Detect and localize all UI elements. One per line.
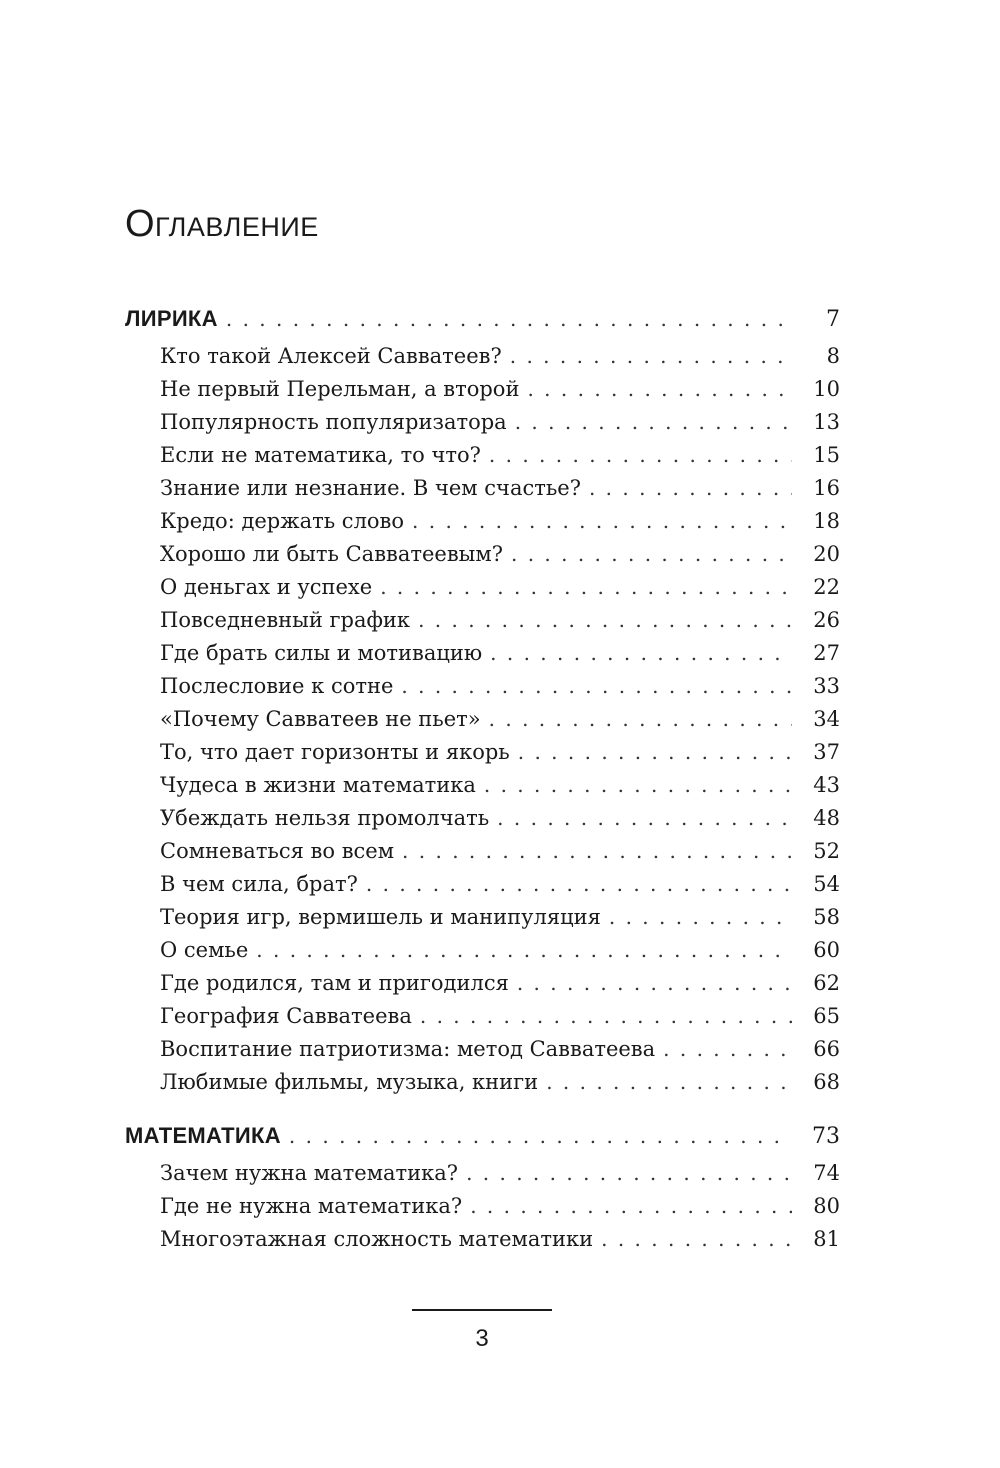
- section-page-number: 7: [826, 307, 840, 332]
- entry-title: «Почему Савватеев не пьет»: [160, 707, 481, 731]
- entry-title: В чем сила, брат?: [160, 872, 358, 896]
- toc-entry[interactable]: [125, 967, 840, 1000]
- entry-page-number: 65: [813, 1004, 840, 1028]
- entry-page-number: 26: [813, 608, 840, 632]
- entry-page-number: 81: [813, 1227, 840, 1251]
- entry-title: Если не математика, то что?: [160, 443, 481, 467]
- entry-page-number: 58: [813, 905, 840, 929]
- entry-page-number: 37: [813, 740, 840, 764]
- entry-page-number: 62: [813, 971, 840, 995]
- toc-entry[interactable]: [125, 637, 840, 670]
- toc-entry[interactable]: [125, 604, 840, 637]
- entry-page-number: 22: [813, 575, 840, 599]
- entry-title: Теория игр, вермишель и манипуляция: [160, 905, 601, 929]
- entry-page-number: 16: [813, 476, 840, 500]
- toc-section-heading[interactable]: [125, 300, 840, 338]
- section-title: МАТЕМАТИКА: [125, 1123, 281, 1148]
- dot-leader: [380, 571, 792, 604]
- entry-page-number: 66: [813, 1037, 840, 1061]
- dot-leader: [466, 1157, 792, 1190]
- dot-leader: [484, 769, 792, 802]
- toc-section-lyrics: [125, 300, 840, 1099]
- toc-entry[interactable]: [125, 703, 840, 736]
- toc-entry[interactable]: [125, 1190, 840, 1223]
- entry-title: Кредо: держать слово: [160, 509, 405, 533]
- dot-leader: [490, 637, 792, 670]
- dot-leader: [256, 934, 792, 967]
- entry-title: О семье: [160, 938, 249, 962]
- dot-leader: [511, 538, 792, 571]
- entry-page-number: 68: [813, 1070, 840, 1094]
- page-number: 3: [475, 1325, 489, 1352]
- entry-page-number: 52: [813, 839, 840, 863]
- entry-page-number: 13: [813, 410, 840, 434]
- toc-entry[interactable]: [125, 406, 840, 439]
- table-of-contents: [125, 300, 840, 1274]
- entry-page-number: 18: [813, 509, 840, 533]
- entry-page-number: 10: [813, 377, 840, 401]
- toc-section-heading[interactable]: [125, 1117, 840, 1155]
- entry-title: Где не нужна математика?: [160, 1194, 463, 1218]
- toc-entry[interactable]: [125, 670, 840, 703]
- toc-entry[interactable]: [125, 538, 840, 571]
- dot-leader: [418, 604, 792, 637]
- dot-leader: [366, 868, 792, 901]
- entry-title: Сомневаться во всем: [160, 839, 395, 863]
- page-title: Оглавление: [125, 203, 319, 245]
- dot-leader: [497, 802, 792, 835]
- toc-entry[interactable]: [125, 835, 840, 868]
- section-page-number: 73: [812, 1124, 840, 1149]
- toc-entry[interactable]: [125, 934, 840, 967]
- dot-leader: [289, 1117, 792, 1155]
- dot-leader: [609, 901, 792, 934]
- dot-leader: [517, 967, 792, 1000]
- toc-entry[interactable]: [125, 901, 840, 934]
- dot-leader: [601, 1223, 792, 1256]
- dot-leader: [412, 505, 792, 538]
- entry-title: Хорошо ли быть Савватеевым?: [160, 542, 503, 566]
- dot-leader: [589, 472, 792, 505]
- entry-page-number: 43: [813, 773, 840, 797]
- section-title: ЛИРИКА: [125, 306, 218, 331]
- entry-title: Любимые фильмы, музыка, книги: [160, 1070, 539, 1094]
- entry-title: Кто такой Алексей Савватеев?: [160, 344, 502, 368]
- entry-page-number: 60: [813, 938, 840, 962]
- entry-title: Где родился, там и пригодился: [160, 971, 509, 995]
- entry-title: То, что дает горизонты и якорь: [160, 740, 510, 764]
- entry-page-number: 80: [813, 1194, 840, 1218]
- entry-title: Чудеса в жизни математика: [160, 773, 476, 797]
- toc-entry[interactable]: [125, 439, 840, 472]
- entry-title: Где брать силы и мотивацию: [160, 641, 483, 665]
- entry-title: География Савватеева: [160, 1004, 412, 1028]
- entry-page-number: 8: [826, 344, 840, 368]
- dot-leader: [489, 439, 792, 472]
- toc-entry[interactable]: [125, 1000, 840, 1033]
- toc-entry[interactable]: [125, 340, 840, 373]
- toc-entry[interactable]: [125, 505, 840, 538]
- entry-title: Знание или незнание. В чем счастье?: [160, 476, 581, 500]
- entry-title: О деньгах и успехе: [160, 575, 373, 599]
- dot-leader: [470, 1190, 792, 1223]
- entry-page-number: 33: [813, 674, 840, 698]
- entry-title: Многоэтажная сложность математики: [160, 1227, 594, 1251]
- dot-leader: [527, 373, 792, 406]
- dot-leader: [510, 340, 792, 373]
- toc-entry[interactable]: [125, 1223, 840, 1256]
- toc-entry[interactable]: [125, 736, 840, 769]
- entry-page-number: 74: [813, 1161, 840, 1185]
- toc-section-mathematics: [125, 1117, 840, 1256]
- entry-title: Не первый Перельман, а второй: [160, 377, 520, 401]
- dot-leader: [420, 1000, 792, 1033]
- entry-title: Воспитание патриотизма: метод Савватеева: [160, 1037, 656, 1061]
- entry-page-number: 15: [813, 443, 840, 467]
- entry-page-number: 20: [813, 542, 840, 566]
- dot-leader: [546, 1066, 792, 1099]
- dot-leader: [663, 1033, 792, 1066]
- dot-leader: [518, 736, 792, 769]
- entry-page-number: 27: [813, 641, 840, 665]
- entry-title: Убеждать нельзя промолчать: [160, 806, 490, 830]
- toc-entry[interactable]: [125, 802, 840, 835]
- entry-title: Зачем нужна математика?: [160, 1161, 459, 1185]
- footer-divider: [412, 1309, 552, 1311]
- toc-entry[interactable]: [125, 571, 840, 604]
- dot-leader: [226, 300, 792, 338]
- toc-entry[interactable]: [125, 769, 840, 802]
- toc-entry[interactable]: [125, 1033, 840, 1066]
- toc-entry[interactable]: [125, 373, 840, 406]
- toc-entry[interactable]: [125, 868, 840, 901]
- dot-leader: [515, 406, 792, 439]
- toc-entry[interactable]: [125, 1066, 840, 1099]
- entry-page-number: 54: [813, 872, 840, 896]
- dot-leader: [402, 835, 792, 868]
- toc-entry[interactable]: [125, 1157, 840, 1190]
- toc-entry[interactable]: [125, 472, 840, 505]
- entry-title: Популярность популяризатора: [160, 410, 507, 434]
- entry-page-number: 48: [813, 806, 840, 830]
- entry-page-number: 34: [813, 707, 840, 731]
- entry-title: Послесловие к сотне: [160, 674, 394, 698]
- entry-title: Повседневный график: [160, 608, 411, 632]
- dot-leader: [401, 670, 792, 703]
- dot-leader: [489, 703, 792, 736]
